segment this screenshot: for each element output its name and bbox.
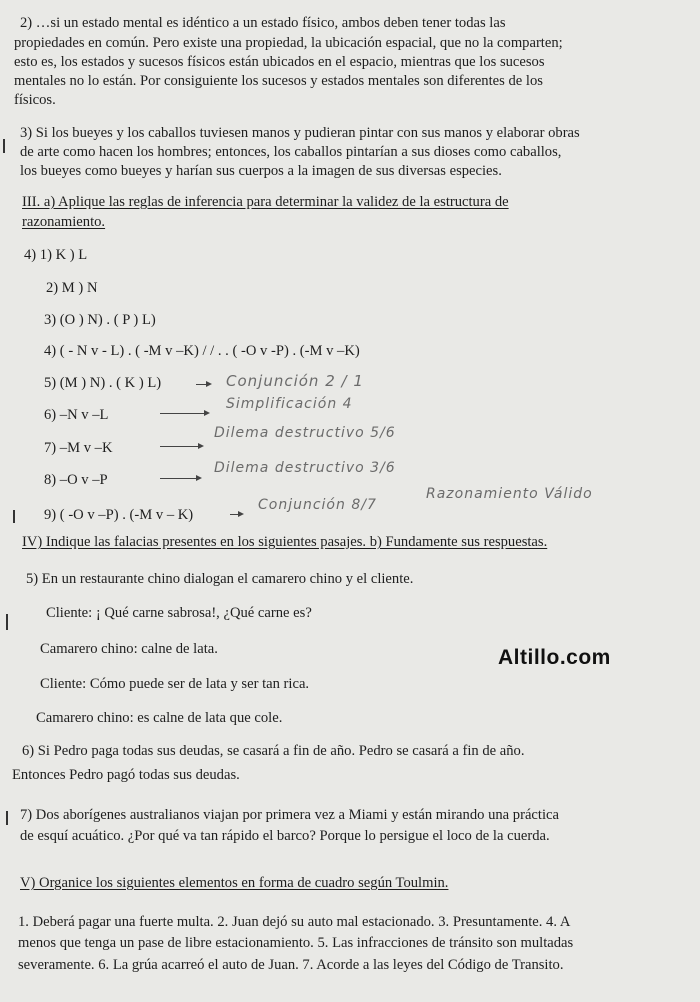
passage-6-line-1: 6) Si Pedro paga todas sus deudas, se casará a fin de año. Pedro se casará a fin de año. [22, 743, 525, 759]
handwritten-note-8: Dilema destructivo 3/6 [214, 460, 396, 476]
proof-line-8: 8) –O v –P [44, 472, 108, 488]
toulmin-line-1: 1. Deberá pagar una fuerte multa. 2. Juan dejó su auto mal estacionado. 3. Presuntamente. 4. A [18, 914, 571, 930]
section-3-title-line-2: razonamiento. [22, 214, 106, 230]
toulmin-line-2: menos que tenga un pase de libre estacionamiento. 5. Las infracciones de tránsito son multadas [18, 935, 574, 951]
passage-5-dialog-3: Cliente: Cómo puede ser de lata y ser tan rica. [40, 676, 310, 692]
arrow-icon [196, 384, 210, 385]
arrow-icon [160, 446, 202, 447]
passage-5-dialog-1: Cliente: ¡ Qué carne sabrosa!, ¿Qué carne es? [46, 605, 312, 621]
arrow-icon [230, 514, 242, 515]
margin-mark [3, 139, 5, 153]
paragraph-2-line-5: físicos. [14, 92, 56, 108]
paragraph-3-line-2: de arte como hacen los hombres; entonces, los caballos pintarían a sus dioses como caballos, [20, 144, 562, 160]
paragraph-2-line-2: propiedades en común. Pero existe una propiedad, la ubicación espacial, que no la comparten; [14, 35, 563, 51]
handwritten-note-5: Conjunción 2 / 1 [226, 372, 364, 390]
paragraph-2-line-1: 2) …si un estado mental es idéntico a un estado físico, ambos deben tener todas las [20, 15, 506, 31]
passage-7-line-2: de esquí acuático. ¿Por qué va tan rápido el barco? Porque lo persigue el loco de la cuerda. [20, 828, 550, 844]
arrow-icon [160, 413, 208, 414]
passage-5-dialog-4: Camarero chino: es calne de lata que cole. [36, 710, 283, 726]
toulmin-line-3: severamente. 6. La grúa acarreó el auto de Juan. 7. Acorde a las leyes del Código de Transito. [18, 957, 564, 973]
brand-logo: Altillo.com [498, 646, 611, 669]
proof-line-4: 4) ( - N v - L) . ( -M v –K) / / . . ( -O v -P) . (-M v –K) [44, 343, 360, 359]
passage-6-line-2: Entonces Pedro pagó todas sus deudas. [12, 767, 240, 783]
margin-mark [13, 510, 15, 523]
handwritten-note-6: Simplificación 4 [226, 396, 353, 412]
section-3-title-line-1: III. a) Aplique las reglas de inferencia para determinar la validez de la estructura de [22, 194, 509, 210]
paragraph-3-line-1: 3) Si los bueyes y los caballos tuviesen manos y pudieran pintar con sus manos y elaborar obras [20, 125, 580, 141]
margin-mark [6, 614, 8, 630]
paragraph-3-line-3: los bueyes como bueyes y harían sus cuerpos a la imagen de sus diversas especies. [20, 163, 502, 179]
proof-line-3: 3) (O ) N) . ( P ) L) [44, 312, 156, 328]
passage-5-dialog-2: Camarero chino: calne de lata. [40, 641, 218, 657]
paragraph-2-line-3: esto es, los estados y sucesos físicos están ubicados en el espacio, mientras que los sucesos [14, 54, 545, 70]
handwritten-note-9: Conjunción 8/7 [258, 497, 377, 513]
section-5-title: V) Organice los siguientes elementos en forma de cuadro según Toulmin. [20, 875, 449, 891]
handwritten-note-7: Dilema destructivo 5/6 [214, 425, 396, 441]
arrow-icon [160, 478, 200, 479]
paragraph-2-line-4: mentales no lo están. Por consiguiente los sucesos y estados mentales son diferentes de los [14, 73, 543, 89]
proof-line-9: 9) ( -O v –P) . (-M v – K) [44, 507, 194, 523]
passage-5-intro: 5) En un restaurante chino dialogan el camarero chino y el cliente. [26, 571, 414, 587]
passage-7-line-1: 7) Dos aborígenes australianos viajan por primera vez a Miami y están mirando una práctica [20, 807, 559, 823]
proof-line-2: 2) M ) N [46, 280, 98, 296]
proof-line-7: 7) –M v –K [44, 440, 113, 456]
proof-line-5: 5) (M ) N) . ( K ) L) [44, 375, 162, 391]
margin-mark [6, 811, 8, 825]
section-4-title: IV) Indique las falacias presentes en los siguientes pasajes. b) Fundamente sus respuestas. [22, 534, 548, 550]
proof-line-6: 6) –N v –L [44, 407, 109, 423]
proof-line-1: 4) 1) K ) L [24, 247, 88, 263]
handwritten-verdict: Razonamiento Válido [426, 486, 593, 502]
